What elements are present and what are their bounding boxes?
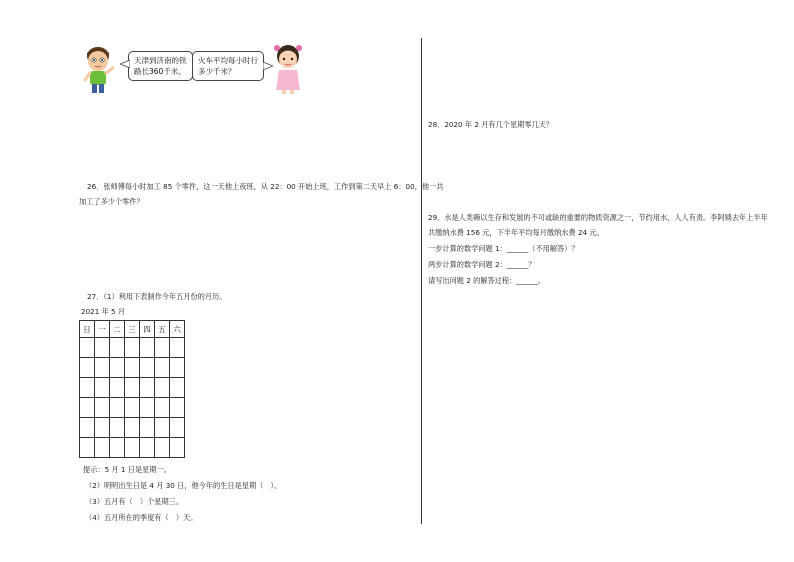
question-27-title: 27．（1）利用下表制作今年五月份的月历。 <box>87 292 227 301</box>
calendar-cell[interactable] <box>170 338 185 358</box>
boy-illustration <box>78 42 118 94</box>
calendar-cell[interactable] <box>125 438 140 458</box>
calendar-table <box>79 320 185 458</box>
question-28: 28．2020 年 2 月有几个星期零几天？ <box>428 120 554 129</box>
calendar-cell[interactable] <box>140 398 155 418</box>
question-29-line-1: 29．水是人类赖以生存和发展的不可或缺的重要的物质资源之一，节约用水，人人有责。李阿姨去年上半年 <box>428 213 768 222</box>
question-26-line-1: 26．张师傅每小时加工 85 个零件，这一天他上夜班，从 22：00 开始上班，工作到第二天早上 6：00，他一共 <box>87 182 444 191</box>
calendar-cell[interactable] <box>125 358 140 378</box>
calendar-cell[interactable] <box>110 378 125 398</box>
calendar-cell[interactable] <box>95 418 110 438</box>
calendar-hint: 提示：5 月 1 日是星期一。 <box>83 465 171 474</box>
calendar-row <box>80 418 185 438</box>
calendar-cell[interactable] <box>95 378 110 398</box>
calendar-cell[interactable] <box>155 418 170 438</box>
question-27-part-3: （3）五月有（ ）个星期三。 <box>85 497 184 506</box>
question-27-part-4: （4）五月所在的季度有（ ）天。 <box>85 513 198 522</box>
weekday-thu: 四 <box>140 321 155 338</box>
girl-bubble-line-1: 火车平均每小时行 <box>198 56 258 65</box>
calendar-cell[interactable] <box>110 358 125 378</box>
calendar-cell[interactable] <box>80 438 95 458</box>
boy-bubble-tail <box>120 60 130 68</box>
calendar-cell[interactable] <box>125 378 140 398</box>
question-29-sub-1: 一步计算的数学问题 1：______（不用解答）？ <box>428 244 579 253</box>
question-26-line-2: 加工了多少个零件？ <box>79 197 144 206</box>
boy-bubble-line-1: 天津到济南的铁 <box>134 56 187 65</box>
calendar-header-row <box>80 321 185 338</box>
weekday-tue: 二 <box>110 321 125 338</box>
calendar-cell[interactable] <box>110 338 125 358</box>
calendar-cell[interactable] <box>155 358 170 378</box>
calendar-cell[interactable] <box>125 418 140 438</box>
calendar-cell[interactable] <box>125 398 140 418</box>
calendar-row <box>80 338 185 358</box>
calendar-row <box>80 438 185 458</box>
girl-bubble-line-2: 多少千米？ <box>198 67 236 76</box>
question-27-part-2: （2）明明出生日是 4 月 30 日，他今年的生日是星期（ ）。 <box>85 481 282 490</box>
question-29-sub-2: 两步计算的数学问题 2：______？ <box>428 260 536 269</box>
boy-bubble-line-2: 路长360千米。 <box>134 67 186 76</box>
calendar-cell[interactable] <box>170 378 185 398</box>
question-29-sub-3: 请写出问题 2 的解答过程：______。 <box>428 276 545 285</box>
calendar-cell[interactable] <box>110 418 125 438</box>
calendar-cell[interactable] <box>80 418 95 438</box>
calendar-cell[interactable] <box>155 398 170 418</box>
calendar-row <box>80 378 185 398</box>
calendar-cell[interactable] <box>110 398 125 418</box>
calendar-cell[interactable] <box>95 438 110 458</box>
calendar-cell[interactable] <box>140 338 155 358</box>
calendar-cell[interactable] <box>155 438 170 458</box>
girl-speech-bubble <box>192 51 264 81</box>
weekday-wed: 三 <box>125 321 140 338</box>
calendar-caption: 2021 年 5 月 <box>81 307 126 316</box>
calendar-cell[interactable] <box>140 358 155 378</box>
weekday-sun: 日 <box>80 321 95 338</box>
column-divider <box>421 38 422 524</box>
calendar-cell[interactable] <box>80 398 95 418</box>
calendar-row <box>80 398 185 418</box>
calendar-cell[interactable] <box>80 358 95 378</box>
calendar-cell[interactable] <box>140 378 155 398</box>
calendar-cell[interactable] <box>95 338 110 358</box>
calendar-cell[interactable] <box>155 378 170 398</box>
calendar-cell[interactable] <box>170 398 185 418</box>
calendar-cell[interactable] <box>170 358 185 378</box>
calendar-cell[interactable] <box>125 338 140 358</box>
calendar-cell[interactable] <box>95 358 110 378</box>
question-29-line-2: 共缴纳水费 156 元，下半年平均每月缴纳水费 24 元。 <box>428 228 604 237</box>
calendar-cell[interactable] <box>170 418 185 438</box>
boy-speech-bubble <box>128 51 193 81</box>
calendar-row <box>80 358 185 378</box>
calendar-cell[interactable] <box>80 338 95 358</box>
weekday-sat: 六 <box>170 321 185 338</box>
weekday-fri: 五 <box>155 321 170 338</box>
calendar-cell[interactable] <box>140 418 155 438</box>
calendar-cell[interactable] <box>95 398 110 418</box>
weekday-mon: 一 <box>95 321 110 338</box>
calendar-cell[interactable] <box>80 378 95 398</box>
calendar-cell[interactable] <box>155 338 170 358</box>
calendar-cell[interactable] <box>110 438 125 458</box>
girl-illustration <box>270 42 306 94</box>
calendar-cell[interactable] <box>170 438 185 458</box>
calendar-cell[interactable] <box>140 438 155 458</box>
